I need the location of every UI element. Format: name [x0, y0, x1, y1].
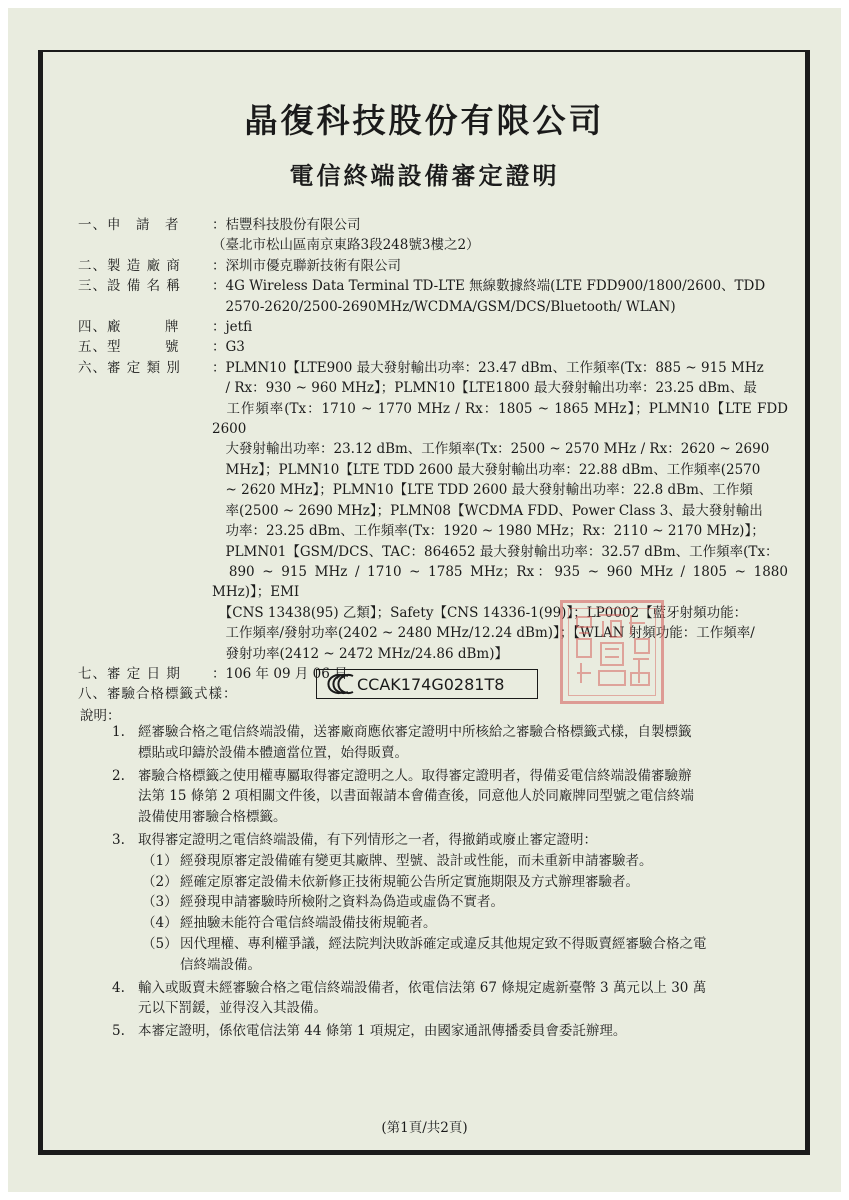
sub-note-item	[138, 851, 788, 872]
note-item	[112, 1021, 788, 1042]
item-line: ~ 2620 MHz】；PLMN10【LTE TDD 2600 最大發射輸出功率：22.8 dBm、工作頻	[212, 482, 753, 499]
official-seal-stamp	[560, 600, 664, 704]
item-line: / Rx：930 ~ 960 MHz】；PLMN10【LTE1800 最大發射輸出功率：23.25 dBm、最	[212, 380, 757, 397]
note-number: 4.	[112, 979, 125, 996]
note-line: 輸入或販賣未經審驗合格之電信終端設備者，依電信法第 67 條規定處新臺幣 3 萬元以上 30 萬	[138, 979, 707, 996]
item-label: 二、製 造 廠 商	[78, 257, 181, 274]
sub-note-item	[138, 934, 788, 976]
note-item	[112, 830, 788, 976]
sub-note-item	[138, 913, 788, 934]
item-value	[212, 256, 788, 276]
item-line: 2570-2620/2500-2690MHz/WCDMA/GSM/DCS/Bluetooth/ WLAN)	[212, 298, 676, 315]
sub-note-number: （3）	[142, 894, 178, 911]
sub-note-line: 因代理權、專利權爭議，經法院判決敗訴確定或違反其他規定致不得販賣經審驗合格之電	[180, 935, 707, 952]
item-value	[212, 276, 788, 317]
item-label: 六、審 定 類 別	[78, 359, 181, 376]
sub-note-line: 經確定原審定設備未依新修正技術規範公告所定實施期限及方式辦理審驗者。	[180, 873, 639, 890]
note-text	[138, 978, 788, 1020]
sub-note-item	[138, 872, 788, 893]
certificate-items	[78, 215, 788, 705]
item-line: ：106 年 09 月 06 日	[212, 665, 348, 682]
item-line: ：桔豐科技股份有限公司	[212, 217, 361, 233]
ncc-logo-icon	[321, 672, 355, 696]
note-line: 法第 15 條第 2 項相關文件後，以書面報請本會備查後，同意他人於同廠牌同型號之電信終端	[138, 788, 694, 805]
item-line: 發射功率(2412 ~ 2472 MHz/24.86 dBm)】	[212, 645, 508, 662]
item-line: MHz】；PLMN10【LTE TDD 2600 最大發射輸出功率：22.88 dBm、工作頻率(2570	[212, 461, 761, 478]
item-equipment-name	[78, 276, 788, 317]
seal-pattern-icon	[563, 603, 661, 701]
approval-label-code: CCAK174G0281T8	[357, 674, 505, 694]
sub-note-line: 經抽驗未能符合電信終端設備技術規範者。	[180, 915, 437, 932]
note-line: 經審驗合格之電信終端設備，送審廠商應依審定證明中所核給之審驗合格標籤式樣，自製標籤	[138, 724, 692, 740]
sub-note-number: （5）	[142, 935, 178, 952]
item-model	[78, 337, 788, 357]
item-label: 一、申 請 者	[78, 217, 180, 233]
note-text	[138, 830, 788, 976]
sub-note-text	[180, 851, 788, 872]
notes-heading: 說明：	[80, 708, 121, 724]
sub-note-line: 經發現原審定設備確有變更其廠牌、型號、設計或性能，而未重新申請審驗者。	[180, 852, 653, 869]
item-applicant	[78, 215, 788, 256]
item-label: 八、審驗合格標籤式樣：	[78, 686, 238, 703]
note-number: 1.	[112, 724, 125, 740]
note-item	[112, 766, 788, 828]
note-line: 本審定證明，係依電信法第 44 條第 1 項規定，由國家通訊傳播委員會委託辦理。	[138, 1023, 627, 1040]
company-name: 晶復科技股份有限公司	[244, 101, 605, 140]
item-label: 五、型 號	[78, 339, 180, 356]
note-number: 2.	[112, 767, 125, 784]
sub-note-text	[180, 934, 788, 976]
item-line: 率(2500 ~ 2690 MHz】；PLMN08【WCDMA FDD、Power Class 3、最大發射輸出	[212, 502, 763, 519]
note-text	[138, 766, 788, 828]
note-item	[112, 722, 788, 764]
item-value	[212, 337, 788, 357]
item-label: 四、廠 牌	[78, 319, 180, 336]
sub-note-text	[180, 892, 788, 913]
certificate-title: 電信終端設備審定證明	[289, 162, 560, 190]
item-line: ：jetfi	[212, 319, 253, 336]
item-line: 工作頻率(Tx：1710 ~ 1770 MHz / Rx：1805 ~ 1865 MHz】；PLMN10【LTE FDD 2600	[212, 400, 788, 438]
sub-note-text	[180, 872, 788, 893]
note-text	[138, 1021, 788, 1042]
note-text	[138, 722, 788, 764]
item-manufacturer	[78, 256, 788, 276]
item-approval-category	[78, 358, 788, 664]
item-brand	[78, 317, 788, 337]
note-line: 設備使用審驗合格標籤。	[138, 809, 287, 826]
sub-note-number: （2）	[142, 873, 178, 890]
sub-note-line: 經發現申請審驗時所檢附之資料為偽造或虛偽不實者。	[180, 894, 504, 911]
item-line: ：深圳市優克聯新技術有限公司	[212, 257, 401, 274]
approval-label-sample	[316, 669, 538, 699]
item-value	[212, 358, 788, 664]
item-line: 大發射輸出功率：23.12 dBm、工作頻率(Tx：2500 ~ 2570 MHz / Rx：2620 ~ 2690	[212, 441, 770, 458]
item-line: 890 ~ 915 MHz / 1710 ~ 1785 MHz；Rx：935 ~ 960 MHz / 1805 ~ 1880 MHz)】；EMI	[212, 563, 788, 601]
item-line: ：G3	[212, 339, 245, 356]
item-line: PLMN01【GSM/DCS、TAC：864652 最大發射輸出功率：32.57 dBm、工作頻率(Tx：	[212, 543, 779, 560]
note-line: 元以下罰鍰，並得沒入其設備。	[138, 1000, 327, 1017]
item-line: 功率：23.25 dBm、工作頻率(Tx：1920 ~ 1980 MHz；Rx：2110 ~ 2170 MHz)】；	[212, 523, 765, 540]
page-number: (第1頁/共2頁)	[381, 1120, 468, 1136]
item-line: ：PLMN10【LTE900 最大發射輸出功率：23.47 dBm、工作頻率(Tx：885 ~ 915 MHz	[212, 359, 764, 376]
item-line: （臺北市松山區南京東路3段248號3樓之2）	[212, 237, 480, 254]
item-label: 七、審 定 日 期	[78, 665, 181, 682]
note-line: 審驗合格標籤之使用權專屬取得審定證明之人。取得審定證明者，得備妥電信終端設備審驗辦	[138, 767, 692, 784]
note-number: 3.	[112, 831, 125, 848]
sub-note-item	[138, 892, 788, 913]
sub-note-number: （4）	[142, 915, 178, 932]
note-line: 標貼或印鑄於設備本體適當位置，始得販賣。	[138, 744, 408, 761]
sub-note-number: （1）	[142, 852, 178, 869]
item-line: 【CNS 13438(95) 乙類】；Safety【CNS 14336-1(99)】；LP0002【藍牙射頻功能：	[212, 604, 748, 621]
item-line: 工作頻率/發射功率(2402 ~ 2480 MHz/12.24 dBm)】；【WLAN 射頻功能：工作頻率/	[212, 625, 755, 642]
sub-note-line: 信終端設備。	[180, 956, 261, 973]
sub-note-text	[180, 913, 788, 934]
note-number: 5.	[112, 1023, 125, 1040]
notes-list	[112, 722, 788, 1042]
item-value	[212, 215, 788, 256]
item-line: ：4G Wireless Data Terminal TD-LTE 無線數據終端(LTE FDD900/1800/2600、TDD	[212, 278, 766, 295]
item-value	[212, 317, 788, 337]
note-item	[112, 978, 788, 1020]
note-line: 取得審定證明之電信終端設備，有下列情形之一者，得撤銷或廢止審定證明：	[138, 831, 597, 848]
item-label: 三、設 備 名 稱	[78, 278, 181, 295]
